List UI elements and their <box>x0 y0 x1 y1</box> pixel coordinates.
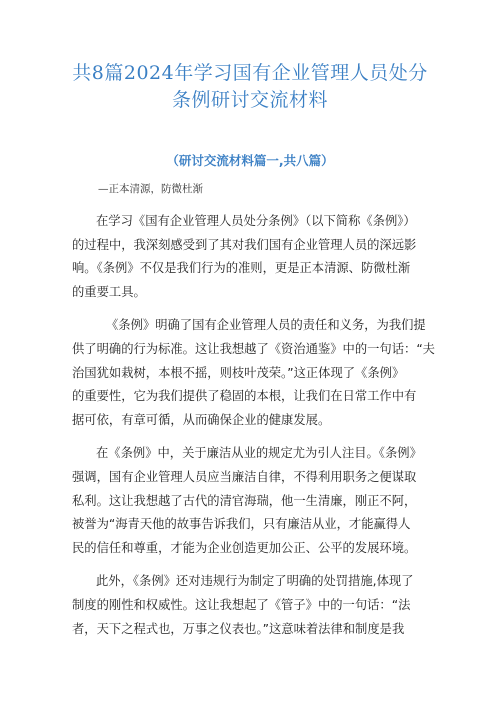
paragraph-4 <box>72 570 442 641</box>
paragraph-line: 强调，国有企业管理人员应当廉洁自律，不得利用职务之便谋取 <box>72 469 417 484</box>
paragraph-3 <box>72 442 442 560</box>
paragraph-line: 制度的刚性和权威性。这让我想起了《管子》中的一句话：“法 <box>72 597 411 612</box>
paragraph-line: 《条例》明确了国有企业管理人员的责任和义务，为我们提 <box>106 318 426 333</box>
paragraph-line: 在学习《国有企业管理人员处分条例》（以下简称《条例》） <box>96 214 416 228</box>
paragraph-line: 此外，《条例》还对违规行为制定了明确的处罚措施,体现了 <box>96 574 414 589</box>
paragraph-line: 的重要性，它为我们提供了稳固的本根，让我们在日常工作中有 <box>72 389 417 404</box>
paragraph-line: 据可依，有章可循，从而确保企业的健康发展。 <box>72 412 331 427</box>
body-text <box>72 210 442 651</box>
paragraph-line: 在《条例》中，关于廉洁从业的规定尤为引人注目。《条例》 <box>96 446 422 461</box>
paragraph-line: 的重要工具。 <box>72 284 146 299</box>
paragraph-line: 者，天下之程式也，万事之仪表也。”这意味着法律和制度是我 <box>72 621 405 636</box>
paragraph-line: 私利。这让我想越了古代的清官海瑞，他一生清廉，刚正不阿， <box>72 493 417 508</box>
paragraph-1 <box>72 210 442 304</box>
section-heading: （研讨交流材料篇一,共八篇） <box>166 153 334 168</box>
document-title <box>40 60 460 114</box>
paragraph-line: 供了明确的行为标准。这让我想越了《资治通鉴》中的一句话：“夫 <box>72 341 435 356</box>
paragraph-line: 被誉为“海青天他的故事告诉我们，只有廉洁从业，才能赢得人 <box>72 517 411 532</box>
paragraph-2 <box>72 314 442 432</box>
paragraph-line: 民的信任和尊重，才能为企业创造更加公正、公平的发展环境。 <box>72 540 417 555</box>
title-line-2: 条例研讨交流材料 <box>171 89 328 111</box>
subtitle: —正本清源，防微杜渐 <box>98 183 203 195</box>
paragraph-line: 治国犹如栽树，本根不摇，则枝叶茂荣。”这正体现了《条例》 <box>72 365 405 380</box>
title-line-1: 共8篇2024年学习国有企业管理人员处分 <box>72 62 428 84</box>
paragraph-line: 的过程中，我深刻感受到了其对我们国有企业管理人员的深远影 <box>72 237 417 252</box>
paragraph-line: 响。《条例》不仅是我们行为的准则，更是正本清源、防微杜渐 <box>72 261 411 276</box>
